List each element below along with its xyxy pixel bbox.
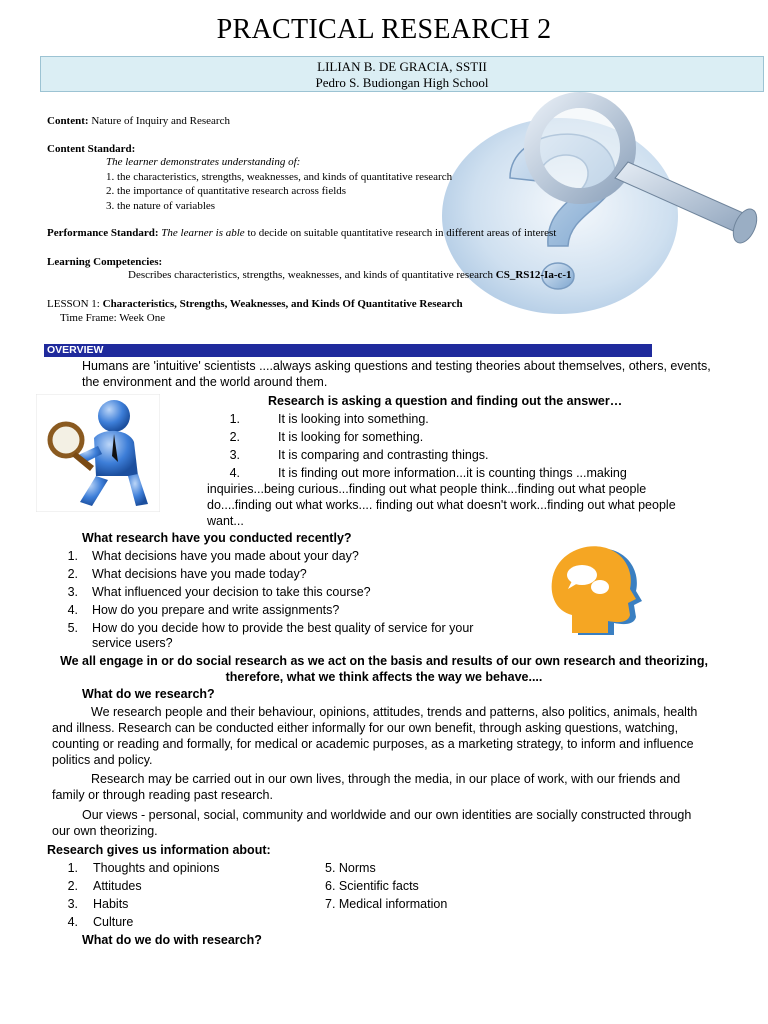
list-item xyxy=(220,465,740,481)
list-text: It is comparing and contrasting things. xyxy=(278,448,489,462)
list-item: 6. Scientific facts xyxy=(325,879,419,893)
gives-list-right xyxy=(325,860,447,914)
engage-line: therefore, what we think affects the way we behave.... xyxy=(225,670,543,684)
list-number: 4. xyxy=(67,603,78,617)
what-heading: What do we research? xyxy=(82,687,215,701)
head-speech-bubble-icon xyxy=(548,543,648,643)
list-item xyxy=(220,447,740,465)
list-number: 1. xyxy=(229,412,240,426)
list-item: 5. Norms xyxy=(325,861,376,875)
list-number: 1. xyxy=(67,861,78,875)
list-item: 7. Medical information xyxy=(325,897,448,911)
list-number: 4. xyxy=(67,915,78,929)
content-standard-item: 1. the characteristics, strengths, weaknesses, and kinds of quantitative research xyxy=(106,171,453,183)
lesson-line xyxy=(47,297,463,311)
list-text: What decisions have you made about your day? xyxy=(92,549,359,563)
list-text: Habits xyxy=(93,897,129,911)
list-number: 5. xyxy=(67,621,78,635)
list-item xyxy=(220,411,740,429)
list-item xyxy=(58,914,318,932)
content-standard-intro: The learner demonstrates understanding of: xyxy=(106,156,301,168)
list-text: It is looking into something. xyxy=(278,412,429,426)
list-number: 2. xyxy=(229,430,240,444)
paragraph-line: our own theorizing. xyxy=(52,824,158,838)
list-number: 4. xyxy=(229,466,240,480)
lesson-prefix: LESSON 1: xyxy=(47,298,100,310)
list-item xyxy=(58,566,518,584)
list-text: What decisions have you made today? xyxy=(92,567,307,581)
list-text: It is looking for something. xyxy=(278,430,424,444)
list-item xyxy=(220,429,740,447)
list-text: Thoughts and opinions xyxy=(93,861,220,875)
list-text-continued: do....finding out what works.... finding out what doesn't work...finding out what people xyxy=(207,498,676,512)
list-text-continued: service users? xyxy=(92,636,173,650)
overview-intro-line: Humans are 'intuitive' scientists ....always asking questions and testing theories about themselves, others, events, xyxy=(82,359,711,373)
paragraph-line: We research people and their behaviour, opinions, attitudes, trends and patterns, also politics, animals, health xyxy=(91,705,698,719)
recent-heading: What research have you conducted recently? xyxy=(82,531,352,545)
overview-bar: OVERVIEW xyxy=(44,344,652,357)
list-number: 3. xyxy=(229,448,240,462)
lesson-title: Characteristics, Strengths, Weaknesses, and Kinds Of Quantitative Research xyxy=(102,298,463,310)
content-value: Nature of Inquiry and Research xyxy=(91,115,230,127)
competencies-label: Learning Competencies: xyxy=(47,256,163,268)
paragraph-line: politics and policy. xyxy=(52,753,153,767)
list-item xyxy=(58,548,518,566)
list-item xyxy=(58,878,318,896)
gives-list-left xyxy=(58,860,318,932)
person-magnifier-icon xyxy=(36,394,160,512)
gives-heading: Research gives us information about: xyxy=(47,843,271,857)
performance-value: to decide on suitable quantitative research in different areas of interest xyxy=(247,227,557,239)
paragraph-line: family or through reading past research. xyxy=(52,788,273,802)
list-item xyxy=(58,860,318,878)
performance-intro: The learner is able xyxy=(161,227,245,239)
list-text: What influenced your decision to take this course? xyxy=(92,585,371,599)
paragraph-line: counting or reading and formally, for medical or academic purposes, as a marketing strategy, to inform and influence xyxy=(52,737,694,751)
list-number: 1. xyxy=(67,549,78,563)
list-item xyxy=(58,602,518,620)
list-text: How do you prepare and write assignments? xyxy=(92,603,340,617)
list-number: 2. xyxy=(67,879,78,893)
content-standard-item: 3. the nature of variables xyxy=(106,200,216,212)
competency-code: CS_RS12-Ia-c-1 xyxy=(495,269,572,281)
content-label: Content: xyxy=(47,115,89,127)
competencies-line xyxy=(128,268,572,282)
question-mark-magnifier-icon xyxy=(440,86,768,322)
list-text: It is finding out more information...it is counting things ...making xyxy=(278,466,627,480)
paragraph-line: and illness. Research can be conducted either informally for our own benefit, through asking questions, watching, xyxy=(52,721,679,735)
list-text: Attitudes xyxy=(93,879,142,893)
list-text-continued: inquiries...being curious...finding out what people think...finding out what people xyxy=(207,482,647,496)
list-item xyxy=(58,584,518,602)
list-text: Culture xyxy=(93,915,134,929)
list-text-continued: want... xyxy=(207,514,244,528)
next-heading: What do we do with research? xyxy=(82,933,262,947)
list-text: How do you decide how to provide the best quality of service for your xyxy=(92,621,474,635)
research-heading: Research is asking a question and finding out the answer… xyxy=(268,394,623,408)
recent-list xyxy=(58,548,518,636)
paragraph-line: Our views - personal, social, community and worldwide and our own identities are socially constructed through xyxy=(82,808,692,822)
performance-standard xyxy=(47,226,556,240)
paragraph-line: Research may be carried out in our own lives, through the media, in our place of work, with our friends and xyxy=(91,772,681,786)
author-name: LILIAN B. DE GRACIA, SSTII xyxy=(317,59,487,74)
list-number: 2. xyxy=(67,567,78,581)
list-number: 3. xyxy=(67,585,78,599)
engage-line: We all engage in or do social research as we act on the basis and results of our own research and theorizing, xyxy=(60,654,708,668)
school-name: Pedro S. Budiongan High School xyxy=(315,75,489,90)
list-number: 3. xyxy=(67,897,78,911)
content-line xyxy=(47,114,230,128)
overview-intro-line: the environment and the world around them. xyxy=(82,375,328,389)
competencies-value: Describes characteristics, strengths, weaknesses, and kinds of quantitative research xyxy=(128,269,494,281)
research-list xyxy=(220,411,740,481)
list-item xyxy=(58,620,518,636)
list-item xyxy=(58,896,318,914)
content-standard-label: Content Standard: xyxy=(47,143,136,155)
performance-label: Performance Standard: xyxy=(47,227,159,239)
content-standard-item: 2. the importance of quantitative research across fields xyxy=(106,185,347,197)
time-frame: Time Frame: Week One xyxy=(60,312,166,324)
page-title: PRACTICAL RESEARCH 2 xyxy=(216,14,552,45)
